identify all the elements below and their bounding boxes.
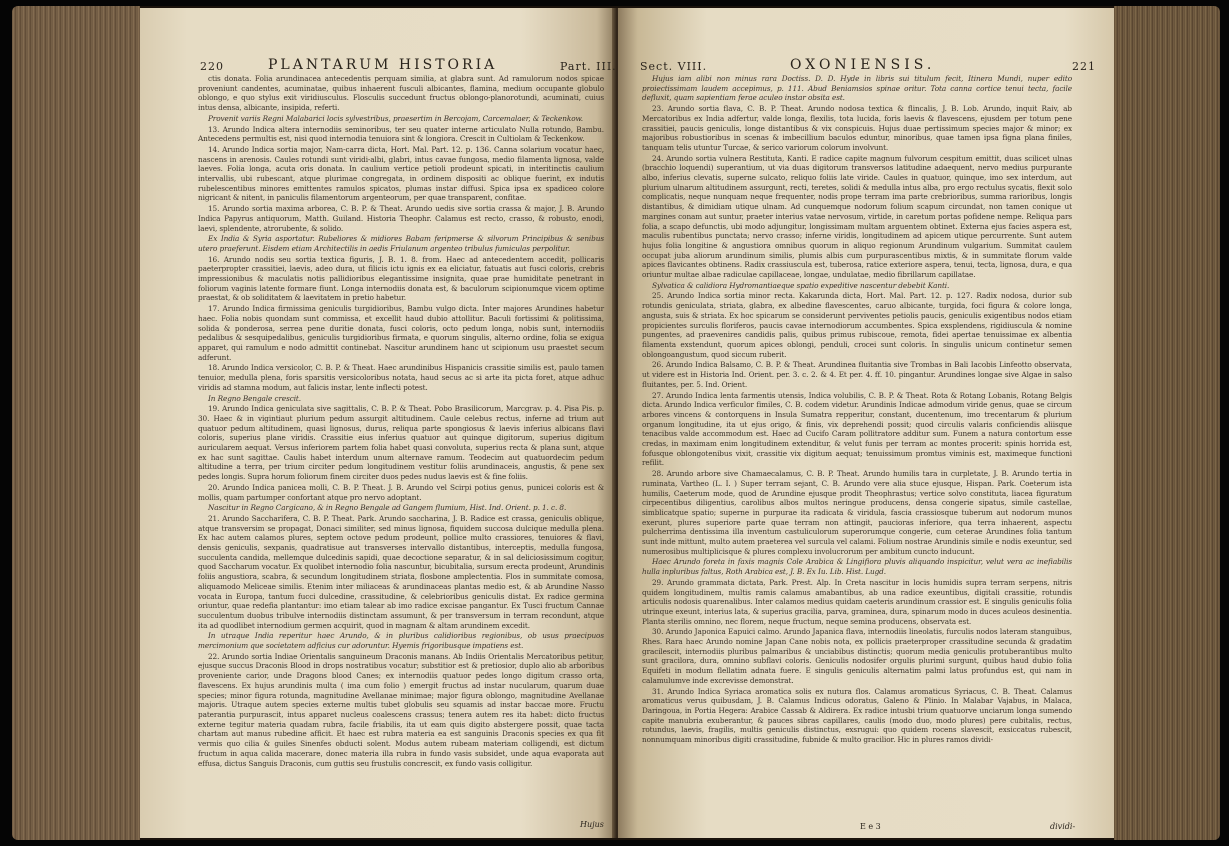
page-edges-left [12,6,140,840]
paragraph: Sylvatica & calidiora Hydromantiaeque spatio expeditive nascentur debebit Kanti. [652,280,950,290]
paragraph: Provenit variis Regni Malabarici locis sylvestribus, praesertim in Bercojam, Carcemalaer, & Teckenkow. [208,113,583,123]
left-page-number: 220 [200,60,224,73]
paragraph: 30. Arundo Japonica Eapuici calmo. Arundo Japanica flava, internodiis lineolatis, furculis nodos lateram stanguibus, Rhes. Rara haec Arundo nomine Japan Cane nobis nota, ex pollicis praeterproper crassitudine secunda & gradatim gracilescit, internodiis pluribus palmaribus & unciabibus distinctis; quorum media geniculis protuberantibus multo sunt gracilora, dura, omnino subflavi coloris. Geniculis nodosifer orgulis plurimi surgunt, quibus haud dubio folia Equifeti in modum flellatim adnata fuere. E singulis geniculis alternatim palmi latus profundus est, qui nam in calamulumve inde excrevisse demonstrat. [642,627,1072,685]
paragraph: In Regno Bengale crescit. [208,393,301,403]
paragraph: 20. Arundo Indica panicea molli, C. B. P. Theat. J. B. Arundo vel Scirpi potius genus, punicei coloris est & mollis, quam partumper confortant atque pro nervo adoptant. [198,482,604,502]
paragraph: 21. Arundo Saccharifera, C. B. P. Theat. Park. Arundo saccharina, J. B. Radice est crassa, geniculis oblique, atque transversim se propagat, Donaci similiter, sed minus lignosa, fiquidem succosa dulcique medulla plena. Ex hac autem calamos plures, septem octove pedum prodeunt, pollice multo crassiores, tenuiores & flavi, densis geniculis, sexpanis, quadratisue aut transverses intervallo distantibus, interceptis, medulla fungosa, succulenta candida, mellemque dulcedinis sapidi, quae decoctione separatur, & in sal deliciosissimum cogitur, quod Saccharum vocatur. Ex quolibet internodio folia nascuntur, bicubitalia, sursum erecta prodeunt, Arundinis foliis angustiora, scabra, & secundum longitudinem striata, flosbone amplectentia. Flos in summitate comosa, aliquamodo Meliceae similis. Etenim inter miliaceas & arundinaceas plantas medio est, & ab Arundine Nasso vocata in Europa, tantum fucci dulcedine, crassitudine, & celebrioribus geniculis distat. Ex radice germina oriuntur, quae redefia plantantur: imo etiam talear ab imo radice excisae pangantur. Ex Tusci fructum Cannae succulentum duobus tribulve internodiis distinctam assumunt, & per transversum in terram recondunt, atque ita ad quodlibet internodium germen acquirit, quod in magnam & altam arundinem excedit. [198,513,604,630]
left-running-title: PLANTARUM HISTORIA [268,57,498,73]
paragraph: 29. Arundo grammata dictata, Park. Prest. Alp. In Creta nascitur in locis humidis supra terram serpens, nitris quidem longitudinem, multis ramis calamus amabantibus, ab una radice exeuntibus, digitali crassitie, rotundis articulis nodosis quarenalibus. Inter calamos medius quidam caeteris arundinum crassior est. E singulis geniculis folia utrinque exeunt, interius lata, & superius gracilia, parva, graminea, dura, spinarum modo in duces aculeos desinentia. Planta sterilis omnino, nec florem, neque fructum, neque semina producens, observata est. [642,577,1072,626]
left-page-text [198,74,604,769]
paragraph: 23. Arundo sortia flava, C. B. P. Theat. Arundo nodosa textica & flincalis, J. B. Lob. Arundo, inquit Raiv, ab Mercatoribus ex India adfertur, valde longa, flexilis, tota lucida, foris laevis & flavescens, ejusdem per totum pene crassitiei, paucis geniculis, longe distantibus & vix conspicuis. Hujus duae pertissimum species major & minor; ex majoribus robustioribus in scenas & imbecillium baculos eduntur, minoribus, quae tamen ipsa figna plana finiles, tanquam telis utuntur Turcae, & serico variorum colorum involvunt. [642,104,1072,152]
right-catchword: dividi- [1050,822,1076,831]
paragraph: 22. Arundo sortia Indiae Orientalis sanguineum Draconis manans. Ab Indiis Orientalis Mercatoribus petitur, ejusque succus Draconis Blood in drops nostratibus vocatur; substitior est & pretiosior, duplo alio ab arboribus proveniente carior, unde Dragons blood Canes; ex internodiis quatuor pedes longo digitum crasso orta, flavescens. Ex hujus arundinis multa ( ima cum folio ) emergit fructus ad instar nucularum, quarum duae species; minor figura rotunda, magnitudine Avellanae minimae; major figura oblongo, magnitudine Avellanae majoris. Utraque autem species externe multis tubet globulis seu squamis ad instar baccae more. Fructu paterantia purpurascit, intus apparet nucleus coalescens crassus; tenera autem res ita habet: dicto fructus externe tegitur materia quadam rubra, facile friabilis, ita ut eam quis digito abstergere possit, quae tacta chartam aut manus rubedine afficit. Et haec est rubra materia ea est sanguinis Draconis species ex qua fit vermis quo cilia & guiles Sinenfes obducti solent. Modus autem rubeam materiam colligendi, est dictum fructum in aqua calida macerare, donec materia illa rubra in fundo vasis subsidet, unde aqua evaporata aut effusa, dictus Sanguis Draconis, cum guttis seu frustulis concrescit, ex fundo vasis colligitur. [198,651,604,768]
paragraph: 26. Arundo Indica Balsamo, C. B. P. & Theat. Arundinea fluitantia sive Trombas in Bali Iacobis Linfeotto observata, ut videre est in Historia Ind. Orient. per. 3. c. 2. & 4. Et per. 4. ff. 10. pingantur. Arundines longae sive Algae in salso fluitantes, per. 5. Ind. Orient. [642,360,1072,389]
paragraph: Ex India & Syria asportatur. Rubeliores & midiores Babam feripmerse & silvorum Principibus & senibus utero praeferunt. Eisdem etiam Architectilis in aedis Friulanum argenteo tribulus fumiculas perpolitur. [198,234,604,253]
paragraph: 24. Arundo sortia vulnera Restituta, Kanti. E radice capite magnum fulvorum cespitum emittit, duas scilicet ulnas (bracchio loquendi) superantium, ut via duas digitorum transversos latitudine adaequent, nervo medius purpurante albo, inferius clevatis, superne sulcato, reliquo foliis late viride. Caules in quatuor, quinque, imo sex interdum, aut plurium ulnarum altitudinem assurgunt, recti, teretes, solidi & medulla intus alba, pro ergo rectulus sycatis, flexit solo complicatis, neque nunquam neque frequenter, nodis prope terram ima parte crebrioribus, summa rarioribus, longis distantibus, & dimidiam utique ulnam. Ad cunquemque nodorum folium scapum circundat, non tamen conique ut margines conam aut suntur, praeter interius vatae nervosum, virtide, in caretum portas pofidene nempe. Reliqua pars folia, a scapo defunctis, ubi modo adjungitur, longissimam multam arguentem obtinet. Externa ejus facies aspera est, maculis rubentibus punctata; nervo crasso; inferne viridis, longitudinem ad apicem utique percurrente. Sunt autem hujus folia longitine & angustiora omnibus quorum in aliquo regionum Arundinum vulgarium. Summitat caulem occupat juba aliorum arundinum similis, plumis albis cum purpurascentibus mixtis, & in summitate florum valde apices flavicantes obtinens. Radix crassiuscula est, tuberosa, ratice exteriore aspera, tenui, tecta, lignosa, dura, e qua oriuntur multae albae radiculae capillaceae, longae, undulatae, medio fibrillarum capillatae. [642,153,1072,280]
paragraph: 13. Arundo Indica altera internodiis seminoribus, ter seu quater interne articulato Nulla rotundo, Bambu. Antecedens permultis est, nisi quod internodia tenuiora sint & longiora. Crescit in Cultiolam & Teckenkow. [198,124,604,144]
paragraph: 17. Arundo Indica firmissima geniculis turgidioribus, Bambu vulgo dicta. Inter majores Arundines habetur haec. Folia nobis quondam sunt commissa, et excellit haud dubio attollitur. Baculi fortissimi & politissima, solida & ponderosa, serrea pene duritie donata, fusci coloris, octo pedum longa, nobis sunt, internodiis pedalibus & sesquipedalibus, geniculis turgidioribus firmata, e quorum singulis, alterno ordine, folia se exigua apparet, qui ramulum e nodo admittit continebat. Nascitur arundinem hanc ut scipionum usu praestet secum adferunt. [198,304,604,362]
left-part-label: Part. III. [560,60,617,73]
paragraph: Haec Arundo foreta in faxis magnis Cole Arabica & Lingifiora pluvis aliquando inspicitur, velut vera ac inefiabilis hulla inpluribus faltus, Roth Arabica est, J. B. Ex Iu. Lib. Hist. Lugd. [642,557,1072,577]
right-page-text [642,74,1072,746]
paragraph: Nascitur in Regno Cargicano, & in Regno Bengale ad Gangem flumium, Hist. Ind. Orient. p. 1. c. 8. [208,503,567,513]
right-page-number: 221 [1072,60,1096,73]
paragraph: ctis donata. Folia arundinacea antecedentis perquam similia, at glabra sunt. Ad ramulorum nodos spicae proveniunt candentes, acuminatae, quibus inhaerent fusculi albicantes, flamina, medium occupante globulo oblongo, e quo stylus exit viridiusculus. Flosculis succedunt fructus oblongo-planorotundi, acuminati, cuius intus densa, albicante, insipida, referti. [198,74,604,113]
right-running-title: OXONIENSIS. [790,57,936,73]
paragraph: 14. Arundo Indica sortia major, Nam-carra dicta, Hort. Mal. Part. 12. p. 136. Canna solarium vocatur haec, nascens in arenosis. Caules rotundi sunt viridi-albi, glabri, intus cavae fungosa, medio filamenta lignosa, valde laeves. Folia longa, acuta oris donata. In caulium vertice petioli prodeunt spicati, in interitinctis caulium intervallis, ubi rubescant, atque plurimae congregata, in ordinem dispositi ac oblique fuerint, ex indutis rubelescentibus minores emittentes ramulos spicatos, plumas instar diffusi. Spica ipsa ex spadiceo colore nigricant & nitent, in paniculis filamentorum argenteorum, per quae transparent, confitae. [198,144,604,203]
paragraph: 15. Arundo sortia maxima arborea, C. B. P. & Theat. Arundo uedis sive sortia crassa & major, J. B. Arundo Indica Papyrus antiquorum, Matth. Guiland. Historia Theophr. Calamus est recto, crasso, & robusto, enodi, laevi, splendente, atrorubente, & solido. [198,204,604,233]
paragraph: 28. Arundo arbore sive Chamaecalamus, C. B. P. Theat. Arundo humilis tara in curpletate, J. B. Arundo tertia in ruminata, Vartheo (L. I. ) Super terram sejant, C. B. Arundo vere alia stuce ejusque, Hispan. Park. Coeterum ista humilis, Caeterum mode, quod de Arundine ejusque prodit Theophrastus; vertice solvo constituta, liacea figuratum cirpecentibus diligentius, carolibus albos multos neringue producens, densa congerie sipatus, simile castellae, simblicatque spatio; superne in purpurae ita radicata & viridula, fascia crassiosque tuberum aut nodorum munos exerunt, plures superiore parte quae terram non attingit, paucioras inferiore, qua terra inhaerent, aspectu pulcherrima dentissima illa inventum castuliculorum superorumque congerie, cum ceterae Arundines folia tantum sunt inde mittunt, multo autem praeterea vel surcula vel calami. Folium nostrae Arundinis simile e nodis exeuntur, sed numerosibus multiplicisque & plures complexu involucrorum per ambitum cuncto inducunt. [642,469,1072,556]
paragraph: 16. Arundo nodis seu sortia textica figuris, J. B. 1. 8. from. Haec ad antecedentem accedit, pollicaris paeterpropter crassitiei, laevis, adeo dura, ut filicis ictu ignis ex ea eliciatur, fatuatis aut fusci coloris, crebris impressionibus & maculatis notis pallidioribus elegantissime insignita, quae prae humiditate penetrant in foliorum vaginis latente formare fiunt. Longa internodiis donata est, & baculorum scipionumque vicem optime praestat, & ob soliditatem & laevitatem in pretio habetur. [198,254,604,303]
paragraph: Hujus iam alibi non minus rara Doctiss. D. D. Hyde in libris sui titulum fecit, Itinera Mundi, nuper edito proiectissimam laudem accepimus, p. 111. Abud Beniamsios spinae oritur. Tota canna cortice tenui tecta, facile defluxit, quam sapientiam ferae aculeo instar obsita est. [642,74,1072,103]
paragraph: 27. Arundo Indica lenta farmentis utensis, Indica volubilis, C. B. P. & Theat. Rota & Rotang Lobanis, Rotang Belgis dicta. Arundo Indica verficulor fimiles, C. B. codem videtur. Arundinis Indicae admodum viride genus, quae se circum arbores vincens & contorquens in Insula Sumatra repperitur, constant, ducentenum, imo trecentarum & plurium organum longitudine, ita ut ejus origo, & finis, vix deprehendi possit; quod circulis valaris conficiendis aliisque tenacibus valde accommodum est. Haec ad Cucifo Caram pollitratore additur sum. Funem a natura contortum esse credas, in maximam enim longitudinem extenditur, & velut funis per terram ac montes procerit: spinis horrida est, fofusque oblongotenibus vixit, crassitie vix digitum aequat; tenuissimum promtus viminis est, maximeque functioni refilit. [642,390,1072,468]
paragraph: 19. Arundo Indica geniculata sive sagittalis, C. B. P. & Theat. Pobo Brasilicorum, Marcgrav. p. 4. Pisa Pis. p. 30. Haec & in vigintiaut plurium pedum assurgit altitudinem. Caule celebus rectus, inferne ad trium aut quatuor pedum altitudinem, quasi lignosus, durus, reliqua parte spongiosus & laevis inferius albicans flavi coloris, superius plane viridis. Crassitie eius inferius quatuor aut quinque digitorum, superius digitum auricularem aequat. Versus inferiorem partem folia habet quasi convoluta, superius recta & plana sunt, atque ex hac sunt sagittae. Caulis habet interdum unum alternave ramum. Teodecim aut quatuordecim pedum altitudine a terra, per trium circiter pedum longitudinem vestitur foliis arundinaceis, angustis, & pene sex pedes longis. Supra horum foliorum finem circiter duos pedes nudus laevis est & fine foliis. [198,404,604,482]
paragraph: In utraque India reperitur haec Arundo, & in pluribus calidioribus regionibus, ob usus praecipuos mercimonium que societatem adficius cur adoruntur. Hyemis frigoribusque impatiens est. [198,631,604,651]
signature-mark: E e 3 [860,822,881,831]
paragraph: 25. Arundo Indica sortia minor recta. Kakarunda dicta, Hort. Mal. Part. 12. p. 127. Radix nodosa, durior sub rotundis geniculata, striata, glabra, ex albedine flavescentes, caruo albicante, turgida, foci figura & colore longa, angusta, suis & striata. Ex hoc spicarum se considerunt perviventes petiolis paucis, geniculis exigentibus nodos etiam propicientes surculis floriferos, paucis cavae internodiorum accumbentes. Spica exsplendens, rigidiuscula & nomine pungentes, ad praevenires candidis palis, quibus primus rubiscoue, remota, fidei apertae tenuissimae ex albentia filamenta exstendunt, quorum apices oblongi, penduli, crocei sunt coloris. In singulis unicum continetur semen oblongoangustum, quod siccum ruberit. [642,291,1072,359]
page-edges-right [1114,6,1220,840]
left-catchword: Hujus [580,820,604,829]
paragraph: 31. Arundo Indica Syriaca aromatica solis ex nutura flos. Calamus aromaticus Syriacus, C. B. Theat. Calamus aromaticus verus quibusdam, J. B. Calamus Indicus odoratus, Galeno & Plinio. In Malabar Vajabus, in Malaca, Daringoua, in Portia Hegera: Arabice Cassab & Aldirera. Ex radice intusbi trium quatuorve unciarum longa sumendo capite manubria exuberantur, & pauces sibras capillares, caulis (modo duo, modo plures) pere cubitalis, rectus, rotundus, laevis, fragilis, multis geniculis distinctus, exsrugui: quo quidem rocens slavescit, exsiccatus rubescit, nonnumquam minoribus digiti crassitudine, fubnide & multo gracilior. Hic in plures ramos dividi- [642,686,1072,745]
right-section-label: Sect. VIII. [640,60,708,73]
paragraph: 18. Arundo Indica versicolor, C. B. P. & Theat. Haec arundinibus Hispanicis crassitie similis est, paulo tamen tenuior, medulla plena, foris sparsitis versicoloribus notata, haud secus ac si arte ita picta foret, atque adhuc viridis ad stamna modum, aut falicis instar, lente inflecti potest. [198,363,604,392]
